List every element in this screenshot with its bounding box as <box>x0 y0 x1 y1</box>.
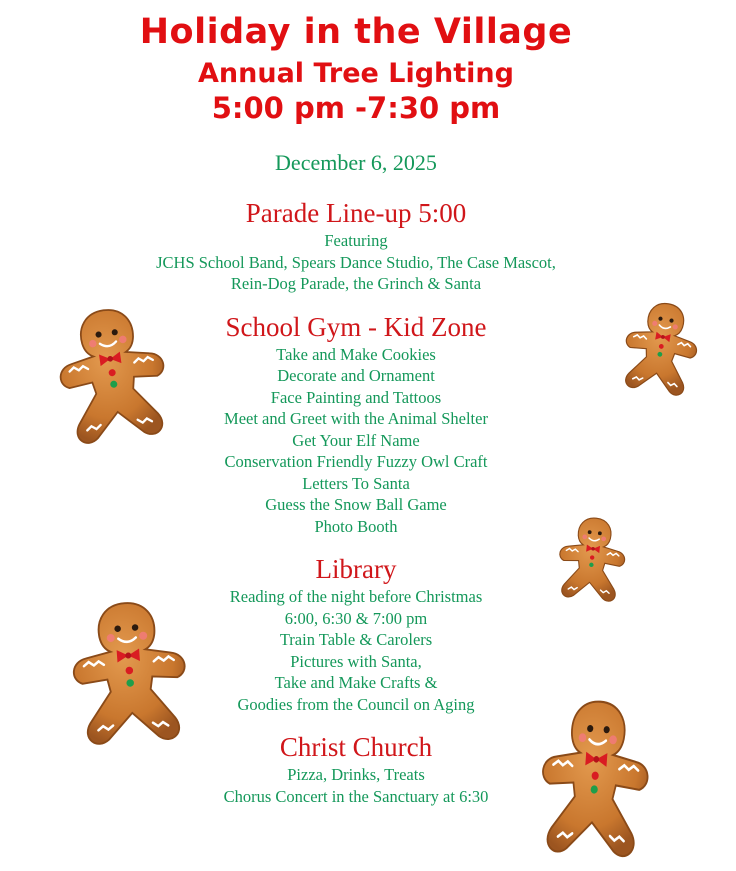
section-line: Conservation Friendly Fuzzy Owl Craft <box>224 452 488 471</box>
section-line: JCHS School Band, Spears Dance Studio, The Case Mascot, <box>156 252 556 272</box>
gingerbread-man-icon <box>610 293 711 402</box>
section-line: Pictures with Santa, <box>290 651 422 671</box>
section-line: Train Table & Carolers <box>279 630 433 649</box>
section-line: Photo Booth <box>314 516 398 536</box>
section-heading: Christ Church <box>279 732 433 762</box>
section-line: 6:00, 6:30 & 7:00 pm <box>284 608 428 628</box>
section-line: Goodies from the Council on Aging <box>237 694 475 714</box>
section-line: Take and Make Crafts & <box>274 673 438 692</box>
section-heading: School Gym - Kid Zone <box>225 311 487 342</box>
flyer-header <box>0 10 712 126</box>
section-parade <box>0 197 712 295</box>
gingerbread-man-icon <box>57 593 202 752</box>
section-line: Get Your Elf Name <box>292 430 420 450</box>
section-line: Guess the Snow Ball Game <box>265 495 447 514</box>
section-line: Take and Make Cookies <box>276 344 436 364</box>
section-line: Face Painting and Tattoos <box>270 387 442 407</box>
section-heading: Parade Line-up 5:00 <box>245 198 467 228</box>
section-line: Pizza, Drinks, Treats <box>287 765 425 784</box>
flyer-title: Holiday in the Village <box>139 12 573 52</box>
section-line: Letters To Santa <box>302 473 410 493</box>
event-time: 5:00 pm -7:30 pm <box>211 91 501 125</box>
event-date: December 6, 2025 <box>275 150 437 175</box>
section-line: Meet and Greet with the Animal Shelter <box>224 409 488 428</box>
section-line: Decorate and Ornament <box>277 366 435 385</box>
section-line: Chorus Concert in the Sanctuary at 6:30 <box>223 786 489 806</box>
gingerbread-man-icon <box>41 297 184 453</box>
gingerbread-man-icon <box>530 692 659 865</box>
gingerbread-man-icon <box>549 511 636 607</box>
section-line: Reading of the night before Christmas <box>229 587 483 606</box>
section-heading: Library <box>315 554 397 584</box>
section-line: Rein-Dog Parade, the Grinch & Santa <box>230 274 482 293</box>
section-line: Featuring <box>324 231 388 250</box>
flyer-subtitle: Annual Tree Lighting <box>198 58 514 89</box>
